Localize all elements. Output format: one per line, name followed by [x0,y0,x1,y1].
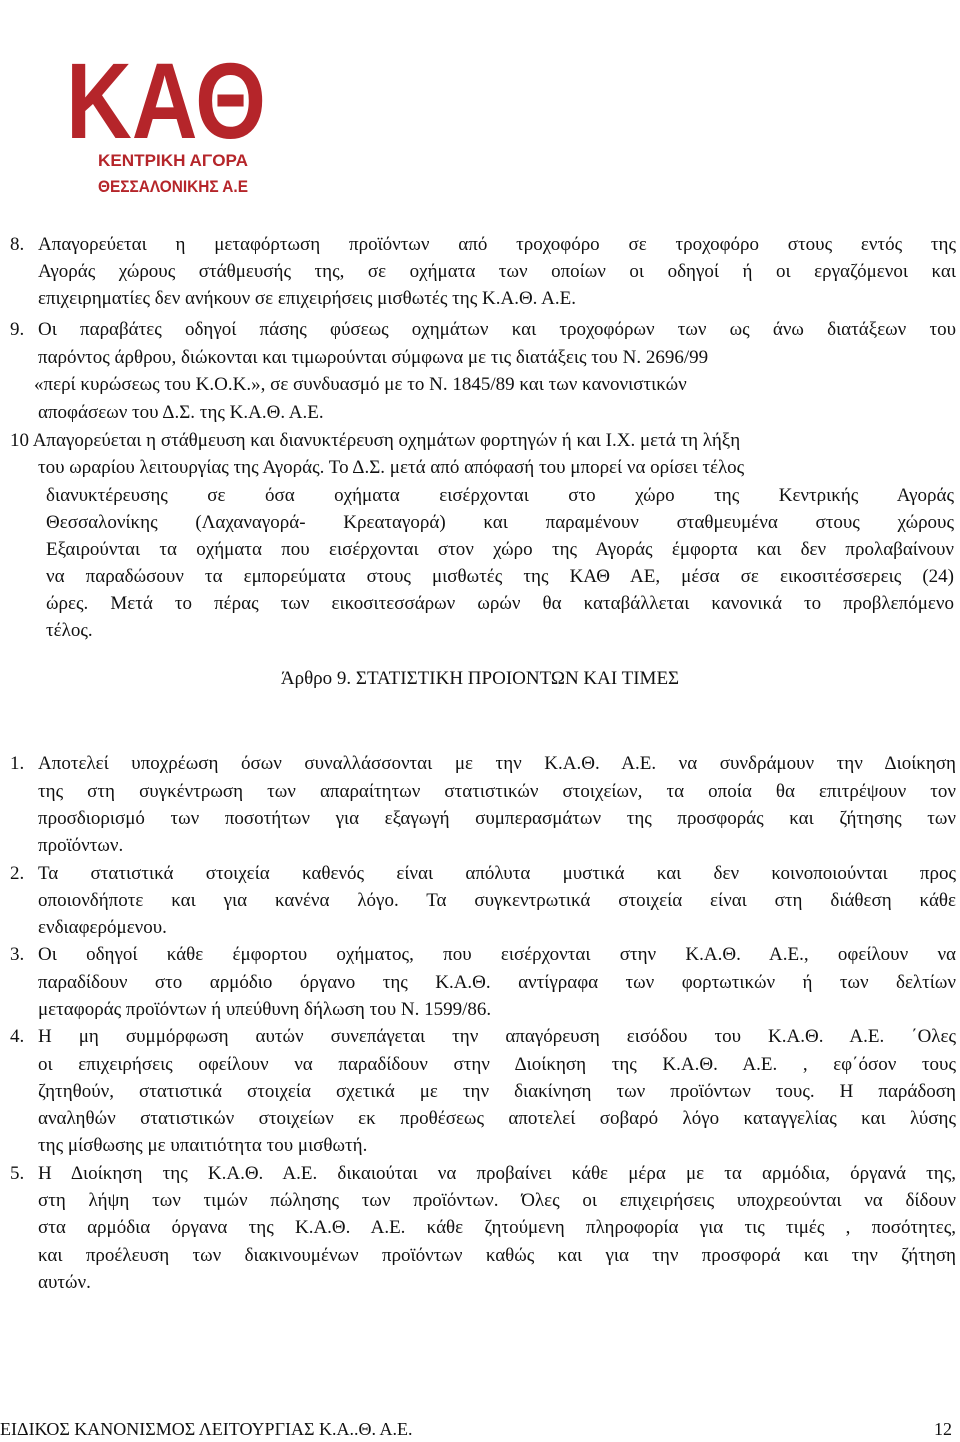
item-10-line-4: Θεσσαλονίκης (Λαχαναγορά- Κρεαταγορά) και παραμένουν σταθμευμένα στους χώρους [46,512,954,533]
a9-item-5-line-5: αυτών. [38,1272,91,1293]
a9-item-5-number: 5. [10,1163,25,1184]
item-10-line-8: τέλος. [46,620,93,641]
item-9-line-4: αποφάσεων του Δ.Σ. της Κ.Α.Θ. Α.Ε. [38,402,324,423]
a9-item-4-line-5: της μίσθωσης με υπαιτιότητα του μισθωτή. [38,1135,368,1156]
page-number: 12 [934,1419,952,1439]
item-10-line-3: διανυκτέρευσης σε όσα οχήματα εισέρχονται στο χώρο της Κεντρικής Αγοράς [46,485,954,506]
item-8-line-3: επιχειρηματίες δεν ανήκουν σε επιχειρήσεις μισθωτές της Κ.Α.Θ. Α.Ε. [38,288,576,309]
article-9-heading: Άρθρο 9. ΣΤΑΤΙΣΤΙΚΗ ΠΡΟΙΟΝΤΩΝ ΚΑΙ ΤΙΜΕΣ [280,668,680,689]
item-10-line-2: του ωραρίου λειτουργίας της Αγοράς. Το Δ.Σ. μετά από απόφασή του μπορεί να ορίσει τέλος [38,457,745,478]
item-9-number: 9. [10,319,25,340]
item-8-line-1: Απαγορεύεται η μεταφόρτωση προϊόντων από τροχοφόρο σε τροχοφόρο στους εντός της [38,234,956,255]
item-9-line-2: παρόντος άρθρου, διώκονται και τιμωρούνται σύμφωνα με τις διατάξεις του Ν. 2696/99 [38,347,709,368]
footer-title: ΕΙΔΙΚΟΣ ΚΑΝΟΝΙΣΜΟΣ ΛΕΙΤΟΥΡΓΙΑΣ Κ.Α..Θ. Α.Ε. [0,1419,413,1439]
a9-item-1-number: 1. [10,753,25,774]
a9-item-2-line-3: ενδιαφερόμενου. [38,917,167,938]
a9-item-4-line-3: ζητηθούν, στατιστικά στοιχεία σχετικά με την διακίνηση των προϊόντων τους. Η παράδοση [38,1081,956,1102]
a9-item-5-line-4: και προέλευση των διακινουμένων προϊόντων καθώς και για την προσφορά και την ζήτηση [38,1245,956,1266]
a9-item-2-line-2: οποιονδήποτε και για κανένα λόγο. Τα συγκεντρωτικά στοιχεία είναι στη διάθεση κάθε [38,890,956,911]
kath-logo-graphic [62,20,272,200]
item-8-number: 8. [10,234,25,255]
logo-line-1: ΚΕΝΤΡΙΚΗ ΑΓΟΡΑ [98,151,249,170]
a9-item-1-line-2: της στη συγκέντρωση των απαραίτητων στατιστικών στοιχείων, τα οποία θα επιτρέψουν τον [38,781,956,802]
logo-line-2: ΘΕΣΣΑΛΟΝΙΚΗΣ Α.Ε [98,177,248,196]
a9-item-4-line-1: Η μη συμμόρφωση αυτών συνεπάγεται την απαγόρευση εισόδου του Κ.Α.Θ. Α.Ε. ΄Ολες [38,1026,956,1047]
a9-item-4-number: 4. [10,1026,25,1047]
item-9-line-1: Οι παραβάτες οδηγοί πάσης φύσεως οχημάτων και τροχοφόρων των ως άνω διατάξεων του [38,319,956,340]
a9-item-2-line-1: Τα στατιστικά στοιχεία καθενός είναι απόλυτα μυστικά και δεν κοινοποιούνται προς [38,863,956,884]
a9-item-4-line-2: οι επιχειρήσεις οφείλουν να παραδίδουν στην Διοίκηση της Κ.Α.Θ. Α.Ε. , εφ΄όσον τους [38,1054,956,1075]
a9-item-5-line-2: στη λήψη των τιμών πώλησης των προϊόντων. Όλες οι επιχειρήσεις υποχρεούνται να δίδουν [38,1190,956,1211]
item-10-line-1: 10 Απαγορεύεται η στάθμευση και διανυκτέρευση οχημάτων φορτηγών ή και Ι.Χ. μετά τη λήξη [10,430,741,451]
a9-item-3-line-1: Οι οδηγοί κάθε έμφορτου οχήματος, που εισέρχονται στην Κ.Α.Θ. Α.Ε., οφείλουν να [38,944,956,965]
a9-item-3-line-3: μεταφοράς προϊόντων ή υπεύθυνη δήλωση του Ν. 1599/86. [38,999,492,1020]
a9-item-1-line-4: προϊόντων. [38,835,124,856]
a9-item-3-line-2: παραδίδουν στο αρμόδιο όργανο της Κ.Α.Θ. αντίγραφα των φορτωτικών ή των δελτίων [38,972,956,993]
a9-item-1-line-1: Αποτελεί υποχρέωση όσων συναλλάσσονται με την Κ.Α.Θ. Α.Ε. να συνδράμουν την Διοίκηση [38,753,956,774]
a9-item-5-line-3: στα αρμόδια όργανα της Κ.Α.Θ. Α.Ε. κάθε ζητούμενη πληροφορία για τις τιμές , ποσότητες, [38,1217,956,1238]
a9-item-5-line-1: Η Διοίκηση της Κ.Α.Θ. Α.Ε. δικαιούται να προβαίνει κάθε μέρα με τα αρμόδια, όργανά της, [38,1163,956,1184]
a9-item-3-number: 3. [10,944,25,965]
a9-item-2-number: 2. [10,863,25,884]
item-10-line-5: Εξαιρούνται τα οχήματα που εισέρχονται στον χώρο της Αγοράς έμφορτα και δεν προλαβαίνουν [46,539,954,560]
a9-item-1-line-3: προσδιορισμό των ποσοτήτων για εξαγωγή συμπερασμάτων της προσφοράς και ζήτησης των [38,808,956,829]
company-logo [62,20,272,200]
item-10-line-7: ώρες. Μετά το πέρας των εικοσιτεσσάρων ωρών θα καταβάλλεται κανονικά το προβλεπόμενο [46,593,954,614]
a9-item-4-line-4: αναληθών στατιστικών στοιχείων εκ προθέσεως αποτελεί σοβαρό λόγο καταγγελίας και λύσης [38,1108,956,1129]
item-9-line-3: «περί κυρώσεως του Κ.Ο.Κ.», σε συνδυασμό με το Ν. 1845/89 και των κανονιστικών [34,374,687,395]
item-8-line-2: Αγοράς χώρους στάθμευσής της, σε οχήματα των οποίων οι οδηγοί ή οι εργαζόμενοι και [38,261,956,282]
item-10-line-6: να παραδώσουν τα εμπορεύματα στους μισθωτές της ΚΑΘ ΑΕ, μέσα σε εικοσιτέσσερεις (24) [46,566,954,587]
logo-mark: ΚΑΘ [66,40,266,161]
